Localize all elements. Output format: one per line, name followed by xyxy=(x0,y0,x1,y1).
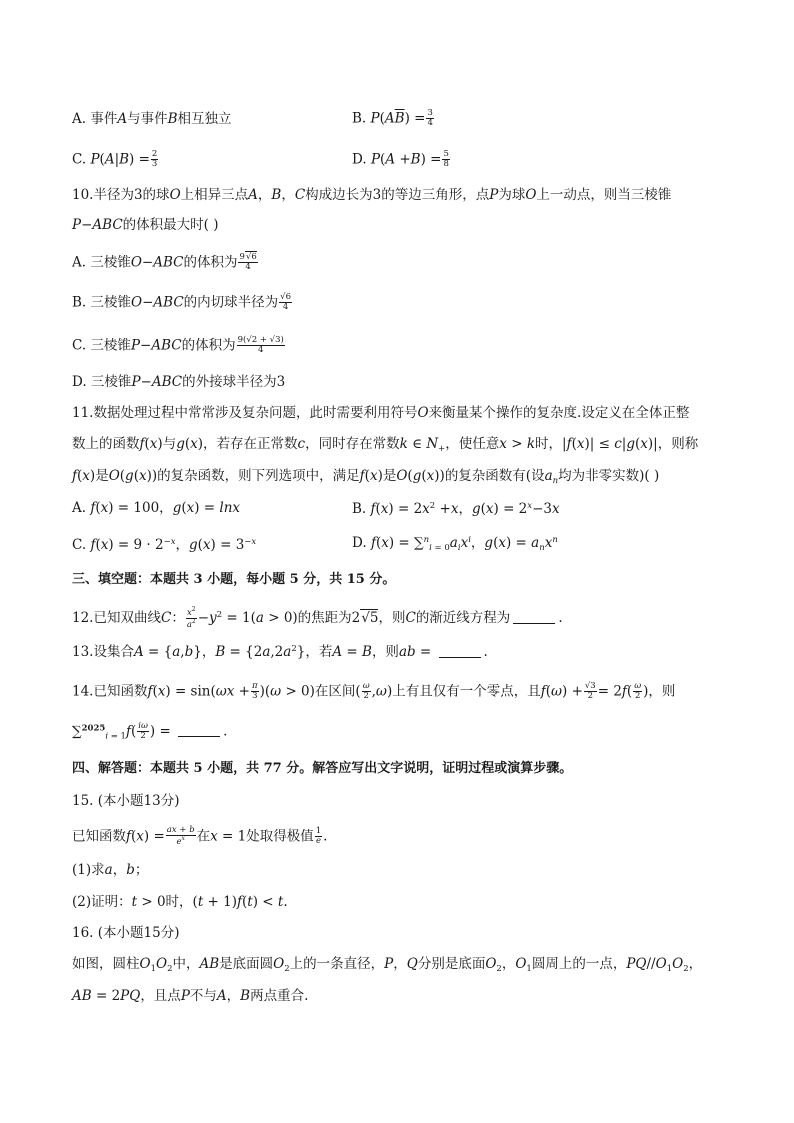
q10-option-a: A. 三棱锥O−ABC的体积为 $\frac{9√6}{4}$ xyxy=(72,252,257,273)
q14-line1: 14.已知函数f(x) = sin(ωx + $\frac{\pi}{3}$ )(ω > 0)在区间( $\frac{\omega}{2}$ ,ω)上有且仅有一个零点，且f(ω) + $\frac{√3}{2}$ = 2f( $\frac{\omega}{2}$ )，则 xyxy=(72,681,676,702)
q9-option-d: D. P(A +B) = $\frac{5}{8}$ xyxy=(352,149,449,170)
q11-option-d: D. $f(x) = \sum^n_{i = 0}a_ix^i$，$g(x) = a_nx^n$ xyxy=(352,535,558,553)
q10-option-c: C. 三棱锥P−ABC的体积为 $\frac{9(√2 + √3)}{4}$ xyxy=(72,335,284,356)
q12: 12.已知双曲线C： $\frac{x^2}{a^2}$ $-y^2 = 1(a > 0)$的焦距为2√5，则C的渐近线方程为 . xyxy=(72,606,563,630)
q11-stem-line2: 数上的函数f(x)与g(x)，若存在正常数c，同时存在常数k ∈ $N_+$，使任意x > k时，|f(x)| ≤ c|g(x)|，则称 xyxy=(72,436,699,454)
q9-option-c: C. P(A|B) = $\frac{2}{3}$ xyxy=(72,149,158,170)
q11-option-b: B. $f(x) = 2x^2 +x$，$g(x) = 2^x-3x$ xyxy=(352,501,560,517)
q15-title: 15. (本小题13分) xyxy=(72,793,180,809)
q11-option-a: A. f(x) = 100，g(x) = lnx xyxy=(72,500,241,516)
section-heading-fill-in: 三、填空题：本题共 3 小题，每小题 5 分，共 15 分。 xyxy=(72,572,396,587)
q15-part2: (2)证明：t > 0时，(t + 1)f(t) < t. xyxy=(72,894,288,910)
q9-option-a: A. 事件A与事件B相互独立 xyxy=(72,111,232,127)
q16-title: 16. (本小题15分) xyxy=(72,925,180,941)
q10-stem-line2: P−ABC的体积最大时( ) xyxy=(72,217,219,233)
q11-stem-line3: f(x)是O(g(x))的复杂函数，则下列选项中，满足f(x)是O(g(x))的复杂函数有(设$a_n$均为非零实数)( ) xyxy=(72,468,660,486)
q10-stem-line1: 10.半径为3的球O上相异三点A，B，C构成边长为3的等边三角形，点P为球O上一动点，则当三棱锥 xyxy=(72,187,672,203)
q14-line2: ∑$^{2025}_{i = 1}$f( $\frac{i\omega}{2}$ ) = . xyxy=(72,721,228,742)
q16-line2: AB = 2PQ，且点P不与A，B两点重合. xyxy=(72,988,309,1004)
q10-option-b: B. 三棱锥O−ABC的内切球半径为 $\frac{√6}{4}$ xyxy=(72,292,291,313)
q11-option-c: C. $f(x) = 9 \cdot 2^{-x}$，$g(x) = 3^{-x}$ xyxy=(72,537,257,553)
section-heading-solutions: 四、解答题：本题共 5 小题，共 77 分。解答应写出文字说明，证明过程或演算步骤。 xyxy=(72,761,573,776)
q10-option-d: D. 三棱锥P−ABC的外接球半径为3 xyxy=(72,374,286,390)
q16-line1: 如图，圆柱$O_1O_2$中，AB是底面圆$O_2$上的一条直径，P，Q分别是底面$O_2$，$O_1$圆周上的一点，$PQ//O_1O_2$， xyxy=(72,956,703,974)
q13: 13.设集合A = {a,b}，$B = \{2a,2a^2\}$，若A = B，则ab = . xyxy=(72,644,488,660)
q9-option-b: B. $P(A\overline{B})$ = $\frac{3}{4}$ xyxy=(352,108,433,129)
q15-part1: (1)求a，b； xyxy=(72,862,149,878)
q15-stem: 已知函数f(x) = $\frac{ax + b}{e^x}$ 在x = 1处取得极值 $\frac{1}{e}$ . xyxy=(72,825,328,848)
q11-stem-line1: 11.数据处理过程中常常涉及复杂问题，此时需要利用符号O来衡量某个操作的复杂度.设定义在全体正整 xyxy=(72,405,690,421)
